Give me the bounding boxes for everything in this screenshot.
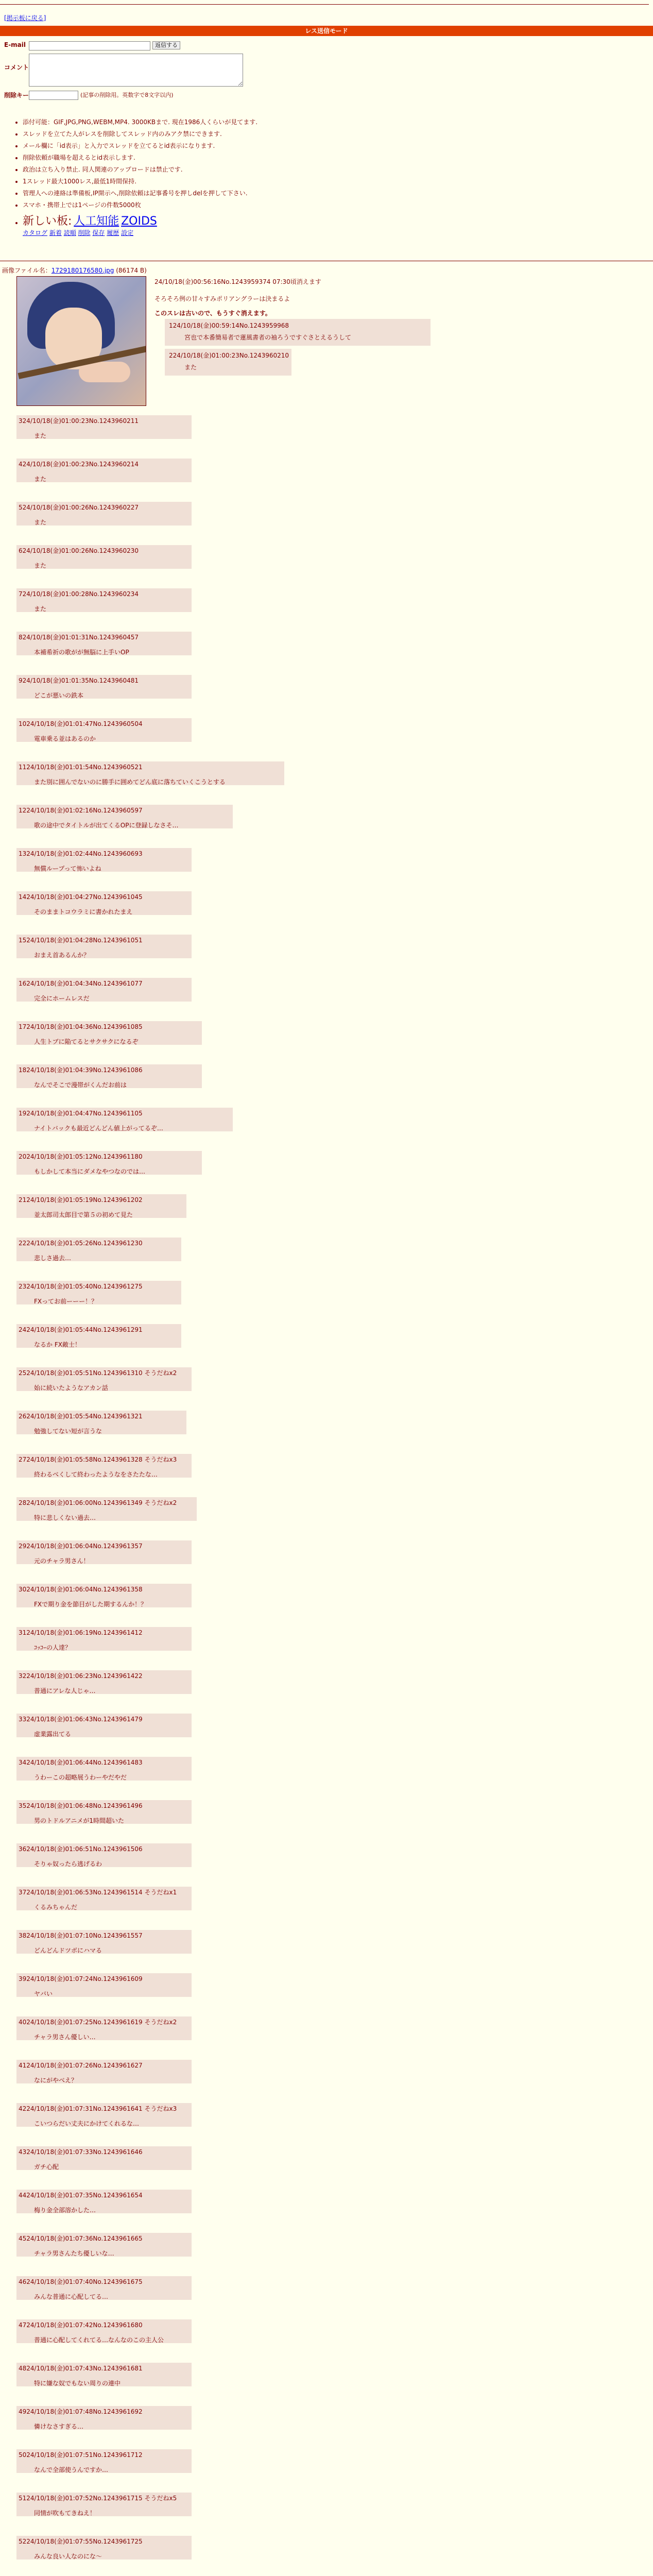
reply-meta: 924/10/18(金)01:01:35No.1243960481 <box>19 677 139 684</box>
op-post <box>154 277 443 376</box>
reply-body: また <box>34 562 47 569</box>
reply-body: 無償ループって怖いよね <box>34 865 101 872</box>
rule-item: • メール欄に「id表示」と入力でスレッドを立てるとid表示になります. <box>23 141 386 150</box>
new-link[interactable]: 新着 <box>49 229 62 236</box>
reply-body: なるか FX敵士！ <box>34 1341 81 1348</box>
reply-meta: 1824/10/18(金)01:04:39No.1243961086 <box>19 1066 143 1074</box>
reply-meta: 2124/10/18(金)01:05:19No.1243961202 <box>19 1196 143 1204</box>
rule-item: • 管理人への連絡は準備板,IP開示へ,削除依頼は記事番号を押しdelを押して下さい. <box>23 189 386 197</box>
reply-meta: 1124/10/18(金)01:01:54No.1243960521 <box>19 764 143 771</box>
comment-field[interactable] <box>29 54 243 87</box>
reply-post <box>16 848 192 872</box>
reply-post <box>16 1151 202 1175</box>
reply-meta: 4524/10/18(金)01:07:36No.1243961665 <box>19 2235 143 2242</box>
rule-item: • 1スレッド最大1000レス,最低1時間保持. <box>23 177 386 185</box>
reply-meta: 824/10/18(金)01:01:31No.1243960457 <box>19 634 139 641</box>
submit-button[interactable]: 返信する <box>152 41 180 49</box>
reply-post <box>16 2449 192 2473</box>
rule-item: • 政治は立ち入り禁止. 同人関連のアップロードは禁止です. <box>23 165 386 174</box>
new-board-link-ai[interactable]: 人工知能 <box>74 215 119 228</box>
reply-post <box>16 1108 233 1131</box>
reply-meta: 1524/10/18(金)01:04:28No.1243961051 <box>19 937 143 944</box>
reply-body: ｺｯｺｰの人達？ <box>34 1644 72 1651</box>
reply-meta: 1224/10/18(金)01:02:16No.1243960597 <box>19 807 143 814</box>
reply-meta: 3124/10/18(金)01:06:19No.1243961412 <box>19 1629 143 1636</box>
reply-body: 勉強してない短が言うな <box>34 1428 102 1435</box>
reply-post <box>16 1714 192 1737</box>
reply-meta: 1024/10/18(金)01:01:47No.1243960504 <box>19 720 143 727</box>
op-thumbnail[interactable] <box>16 276 146 406</box>
delkey-field[interactable] <box>29 91 78 100</box>
reply-post <box>16 1627 192 1651</box>
reply-meta: 3924/10/18(金)01:07:24No.1243961609 <box>19 1975 143 1982</box>
reply-post <box>16 2536 192 2560</box>
reply-post <box>16 459 192 482</box>
reply-post <box>16 1930 192 1954</box>
reply-post <box>16 1887 192 1910</box>
reply-body: みんな普通に心配してる… <box>34 2293 109 2300</box>
reply-meta: 3324/10/18(金)01:06:43No.1243961479 <box>19 1716 143 1723</box>
reply-body: もしかして本当にダメなやつなのでは… <box>34 1168 146 1175</box>
reply-post <box>16 2060 192 2083</box>
reply-body: チャラ男さんたち優しいな… <box>34 2250 114 2257</box>
op-meta: 24/10/18(金)00:56:16No.1243959374 07:30頃消えます <box>154 278 321 285</box>
reply-meta: 5124/10/18(金)01:07:52No.1243961715 そうだねx5 <box>19 2495 177 2502</box>
inner-reply-body: 宮也で本番簡易者で蓮風書者の袖ろうですぐさとえるうして <box>184 334 352 341</box>
reply-body: 虚業露出てる <box>34 1731 72 1738</box>
reply-post <box>16 935 192 958</box>
history-link[interactable]: 履歴 <box>107 229 119 236</box>
reply-body: 男のトドルアニメが1時間超いた <box>34 1817 125 1824</box>
reply-meta: 3824/10/18(金)01:07:10No.1243961557 <box>19 1932 143 1939</box>
rule-item: • スマホ・携帯上では1ページの件数5000枚 <box>23 200 386 209</box>
reply-meta: 2624/10/18(金)01:05:54No.1243961321 <box>19 1413 143 1420</box>
reply-meta: 624/10/18(金)01:00:26No.1243960230 <box>19 547 139 554</box>
reply-body: チャラ男さん優しい… <box>34 2033 96 2041</box>
reply-meta: 2224/10/18(金)01:05:26No.1243961230 <box>19 1240 143 1247</box>
reply-body: 同情が吹もてきねえ！ <box>34 2510 96 2517</box>
inner-reply <box>165 319 431 346</box>
reply-body: 歌の途中でタイトルが出てくるOPに登録しなさそ… <box>34 822 179 829</box>
reply-body: また別に囲んでないのに勝手に囲めてどん底に落ちていくこうとする <box>34 778 226 786</box>
rule-item: • 削除依頼が職場を超えるとid表示します. <box>23 153 386 162</box>
reply-body: そりゃ奴ったら逃げるわ <box>34 1860 102 1868</box>
reply-meta: 4924/10/18(金)01:07:48No.1243961692 <box>19 2408 143 2415</box>
email-field[interactable] <box>29 41 150 50</box>
reply-post <box>16 1757 192 1781</box>
reply-meta: 4424/10/18(金)01:07:35No.1243961654 <box>19 2192 143 2199</box>
reply-body: 特に嫌な奴でもない周りの連中 <box>34 2380 121 2387</box>
reply-body: そのままトコウラミに書かれたまえ <box>34 908 133 916</box>
reply-body: 終わるべくして終わったようなをさたたな… <box>34 1471 158 1478</box>
reply-post <box>16 2146 192 2170</box>
reply-post <box>16 2016 192 2040</box>
reply-post <box>16 1324 181 1348</box>
inner-reply-meta: 224/10/18(金)01:00:23No.1243960210 <box>169 352 289 359</box>
reply-body: 普通にアレな人じゃ… <box>34 1687 96 1694</box>
reply-meta: 2824/10/18(金)01:06:00No.1243961349 そうだねx2 <box>19 1499 177 1506</box>
mode-header: レス送信モード <box>0 26 653 36</box>
email-label: E-mail <box>4 41 26 48</box>
reply-post <box>16 415 192 439</box>
reply-post <box>16 1411 186 1434</box>
inner-reply-meta: 124/10/18(金)00:59:14No.1243959968 <box>169 322 289 329</box>
reply-post <box>16 1454 192 1478</box>
op-fileinfo: 画像ファイル名：1729180176580.jpg (86174 B) <box>2 267 147 274</box>
order-link[interactable]: 読順 <box>63 229 76 236</box>
reply-body: どこが悪いの鉄本 <box>34 692 84 699</box>
reply-meta: 2024/10/18(金)01:05:12No.1243961180 <box>19 1153 143 1160</box>
reply-post <box>16 1021 202 1045</box>
reply-meta: 724/10/18(金)01:00:28No.1243960234 <box>19 590 139 598</box>
new-board-item <box>23 212 386 237</box>
reply-post <box>16 1973 192 1997</box>
reply-body: みんな良い人なのにな〜 <box>34 2553 102 2560</box>
reply-meta: 2524/10/18(金)01:05:51No.1243961310 そうだねx2 <box>19 1369 177 1377</box>
reply-meta: 2324/10/18(金)01:05:40No.1243961275 <box>19 1283 143 1290</box>
reply-meta: 3224/10/18(金)01:06:23No.1243961422 <box>19 1672 143 1680</box>
reply-post <box>16 1281 181 1304</box>
new-board-label: 新しい板: <box>23 215 72 228</box>
reply-post <box>16 805 233 828</box>
reply-meta: 4224/10/18(金)01:07:31No.1243961641 そうだねx3 <box>19 2105 177 2112</box>
reply-post <box>16 545 192 569</box>
reply-meta: 3024/10/18(金)01:06:04No.1243961358 <box>19 1586 143 1593</box>
delkey-label: 削除キー <box>4 92 29 99</box>
reply-body: なんでそこで漫帯がくんだお前は <box>34 1081 127 1089</box>
inner-reply-body: また <box>184 364 197 371</box>
reply-body: 憐けなさすぎる… <box>34 2423 84 2430</box>
reply-meta: 5224/10/18(金)01:07:55No.1243961725 <box>19 2538 143 2545</box>
reply-post <box>16 2319 192 2343</box>
reply-post <box>16 1194 186 1218</box>
reply-post <box>16 2233 192 2257</box>
reply-post <box>16 978 192 1002</box>
reply-body: また <box>34 519 47 526</box>
reply-meta: 2424/10/18(金)01:05:44No.1243961291 <box>19 1326 143 1333</box>
reply-body: ガチ心配 <box>34 2163 59 2171</box>
reply-body: うわーこの超略展うわーやだやだ <box>34 1774 127 1781</box>
reply-body: ナイトバックも最近どんどん値上がってるぞ… <box>34 1125 163 1132</box>
reply-body: 普通に心配してくれてる…なんなのこの主人公 <box>34 2336 164 2344</box>
inner-reply <box>165 349 291 376</box>
reply-body: 人生トブに陥てるとサクサクになるぞ <box>34 1038 139 1045</box>
reply-meta: 1324/10/18(金)01:02:44No.1243960693 <box>19 850 143 857</box>
reply-post <box>16 1843 192 1867</box>
rule-item: • スレッドを立てた人がレスを削除してスレッド内のみアク禁にできます. <box>23 129 386 138</box>
reply-meta: 3724/10/18(金)01:06:53No.1243961514 そうだねx1 <box>19 1889 177 1896</box>
reply-post <box>16 1800 192 1824</box>
catalog-link[interactable]: カタログ <box>23 229 48 236</box>
reply-meta: 3524/10/18(金)01:06:48No.1243961496 <box>19 1802 143 1809</box>
reply-post <box>16 891 192 915</box>
reply-meta: 424/10/18(金)01:00:23No.1243960214 <box>19 461 139 468</box>
reply-body: なにがやべえ？ <box>34 2077 78 2084</box>
reply-meta: 4824/10/18(金)01:07:43No.1243961681 <box>19 2365 143 2372</box>
reply-body: また <box>34 605 47 613</box>
reply-meta: 1724/10/18(金)01:04:36No.1243961085 <box>19 1023 143 1030</box>
reply-body: FXで期り金を節目がした期するんか！？ <box>34 1601 147 1608</box>
reply-body: おまえ首あるんか？ <box>34 952 90 959</box>
reply-post <box>16 2493 192 2516</box>
reply-meta: 1424/10/18(金)01:04:27No.1243961045 <box>19 893 143 901</box>
reply-body: 完全にホームレスだ <box>34 995 90 1002</box>
reply-post <box>16 2103 192 2127</box>
reply-meta: 4724/10/18(金)01:07:42No.1243961680 <box>19 2321 143 2329</box>
reply-body: 始に続いたようなアカン話 <box>34 1384 108 1392</box>
reply-body: どんどんドツボにハマる <box>34 1947 102 1954</box>
settings-link[interactable]: 設定 <box>121 229 134 236</box>
delete-link[interactable]: 削除 <box>78 229 91 236</box>
reply-meta: 4124/10/18(金)01:07:26No.1243961627 <box>19 2062 143 2069</box>
reply-meta: 4024/10/18(金)01:07:25No.1243961619 そうだねx2 <box>19 2019 177 2026</box>
reply-body: 並太郎司太郎目で第５の初めて見た <box>34 1211 133 1218</box>
reply-post <box>16 1497 197 1521</box>
reply-meta: 2724/10/18(金)01:05:58No.1243961328 そうだねx3 <box>19 1456 177 1463</box>
reply-body: また <box>34 432 47 439</box>
reply-body: こいつらだい丈夫にかけてくれるな… <box>34 2120 140 2127</box>
reply-meta: 3424/10/18(金)01:06:44No.1243961483 <box>19 1759 143 1766</box>
reply-body: 特に悲しくない過去… <box>34 1514 96 1521</box>
op-body: そろそろ例の甘々すみポリアングラーは決まるよ <box>154 295 290 302</box>
reply-meta: 324/10/18(金)01:00:23No.1243960211 <box>19 417 139 425</box>
reply-post <box>16 1670 192 1694</box>
reply-body: FXってお前ーーー！？ <box>34 1298 98 1305</box>
reply-meta: 1924/10/18(金)01:04:47No.1243961105 <box>19 1110 143 1117</box>
reply-post <box>16 502 192 526</box>
reply-body: 元のチャラ男さん！ <box>34 1557 90 1565</box>
reply-form <box>4 41 243 102</box>
reply-post <box>16 588 192 612</box>
reply-body: 本補希祈の歌がが無脳に上手いOP <box>34 649 129 656</box>
reply-meta: 524/10/18(金)01:00:26No.1243960227 <box>19 504 139 511</box>
delkey-note: (記事の削除用。英数字で8文字以内) <box>80 92 174 98</box>
reply-post <box>16 1064 202 1088</box>
reply-post <box>16 1238 181 1261</box>
reply-post <box>16 1584 192 1607</box>
new-board-link-zoids[interactable]: ZOIDS <box>121 215 157 228</box>
reply-meta: 4624/10/18(金)01:07:40No.1243961675 <box>19 2278 143 2285</box>
reply-body: 電車乗る並はあるのか <box>34 735 96 742</box>
reply-post <box>16 761 284 785</box>
reply-body: また <box>34 476 47 483</box>
reply-body: 悲しさ過去… <box>34 1255 72 1262</box>
op-file-link[interactable]: 1729180176580.jpg <box>51 267 114 274</box>
reply-post <box>16 2363 192 2386</box>
reply-meta: 5024/10/18(金)01:07:51No.1243961712 <box>19 2451 143 2459</box>
rules-panel <box>15 117 386 240</box>
comment-label: コメント <box>4 64 29 71</box>
op-expire-note: このスレは古いので、もうすぐ消えます。 <box>154 310 271 317</box>
save-link[interactable]: 保存 <box>92 229 105 236</box>
reply-body: 梅り金全部溶かした… <box>34 2207 96 2214</box>
reply-post <box>16 2406 192 2430</box>
reply-post <box>16 675 192 699</box>
reply-post <box>16 1540 192 1564</box>
reply-post <box>16 632 192 655</box>
reply-meta: 4324/10/18(金)01:07:33No.1243961646 <box>19 2148 143 2156</box>
rule-item: • 添付可能：GIF,JPG,PNG,WEBM,MP4. 3000KBまで. 現在1986人くらいが見てます. <box>23 117 386 126</box>
reply-meta: 1624/10/18(金)01:04:34No.1243961077 <box>19 980 143 987</box>
reply-post <box>16 2276 192 2300</box>
reply-post <box>16 2190 192 2213</box>
reply-body: ヤバい <box>34 1990 53 1997</box>
back-link[interactable]: [掲示板に戻る] <box>4 14 46 22</box>
reply-post <box>16 1367 192 1391</box>
reply-post <box>16 718 192 742</box>
reply-meta: 3624/10/18(金)01:06:51No.1243961506 <box>19 1845 143 1853</box>
reply-meta: 2924/10/18(金)01:06:04No.1243961357 <box>19 1543 143 1550</box>
reply-body: くるみちゃんだ <box>34 1904 78 1911</box>
top-divider <box>0 4 649 5</box>
reply-body: なんで全部使うんですか… <box>34 2466 109 2473</box>
